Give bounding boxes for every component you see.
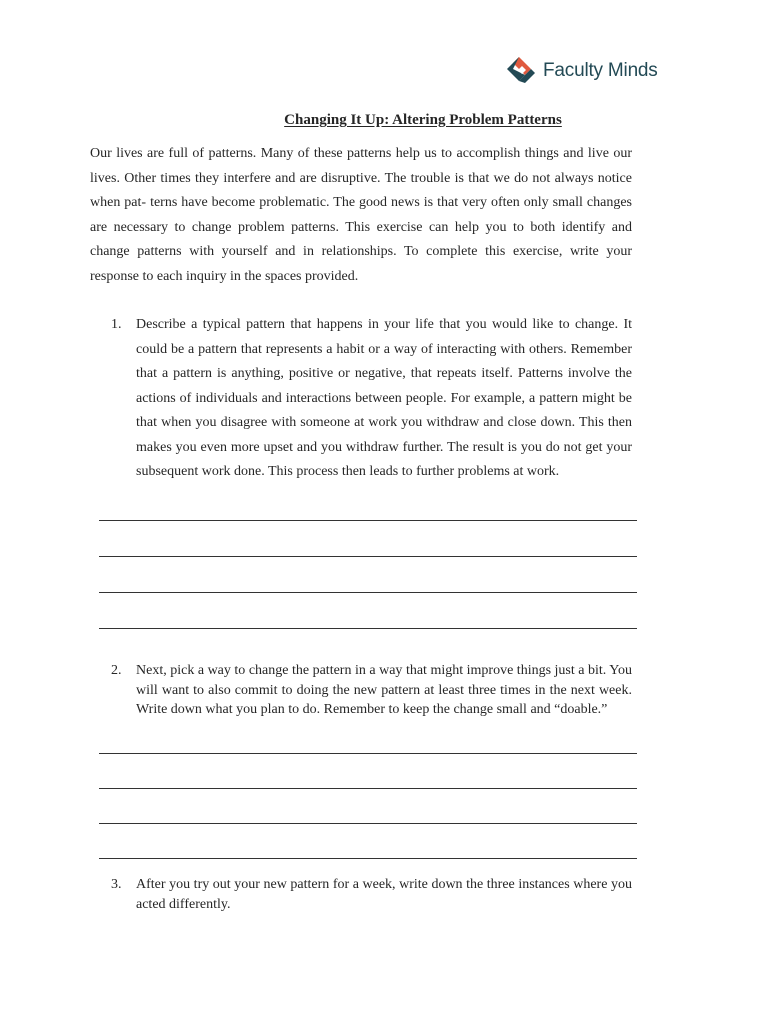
question-2 xyxy=(111,661,632,720)
faculty-minds-logo xyxy=(505,55,658,87)
answer-line[interactable] xyxy=(99,753,637,754)
answer-line[interactable] xyxy=(99,823,637,824)
question-text: Next, pick a way to change the pattern in a way that might improve things just a bit. You will want to also commit to doing the new pattern at least three times in the next week. Write down what you plan to do. Remember to keep the change small and “doable.” xyxy=(136,663,632,717)
answer-line[interactable] xyxy=(99,788,637,789)
answer-line[interactable] xyxy=(99,556,637,557)
page-title: Changing It Up: Altering Problem Patterns xyxy=(284,112,562,128)
answer-line[interactable] xyxy=(99,520,637,521)
answer-line[interactable] xyxy=(99,628,637,629)
question-number: 2. xyxy=(111,663,122,678)
question-3 xyxy=(111,875,632,914)
answer-line[interactable] xyxy=(99,592,637,593)
faculty-minds-logo-icon xyxy=(505,55,537,87)
answer-line[interactable] xyxy=(99,858,637,859)
question-number: 1. xyxy=(111,317,122,332)
intro-paragraph: Our lives are full of patterns. Many of these patterns help us to accomplish things and live our lives. Other times they interfere and are disruptive. The trouble is that we do not always notice when pat- terns have become problematic. The good news is that very often only small changes are necessary to change problem patterns. This exercise can help you to both identify and change patterns with yourself and in relationships. To complete this exercise, write your response to each inquiry in the spaces provided. xyxy=(90,146,632,284)
question-text: After you try out your new pattern for a week, write down the three instances where you acted differently. xyxy=(136,877,632,912)
question-number: 3. xyxy=(111,877,122,892)
brand-name: Faculty Minds xyxy=(543,60,658,81)
question-1 xyxy=(111,313,632,485)
question-text: Describe a typical pattern that happens in your life that you would like to change. It could be a pattern that represents a habit or a way of interacting with others. Remember that a pattern is anything, positive or negative, that repeats itself. Patterns involve the actions of individuals and interactions between people. For example, a pattern might be that when you disagree with someone at work you withdraw and close down. This then makes you even more upset and you withdraw further. The result is you do not get your subsequent work done. This process then leads to further problems at work. xyxy=(136,317,632,479)
